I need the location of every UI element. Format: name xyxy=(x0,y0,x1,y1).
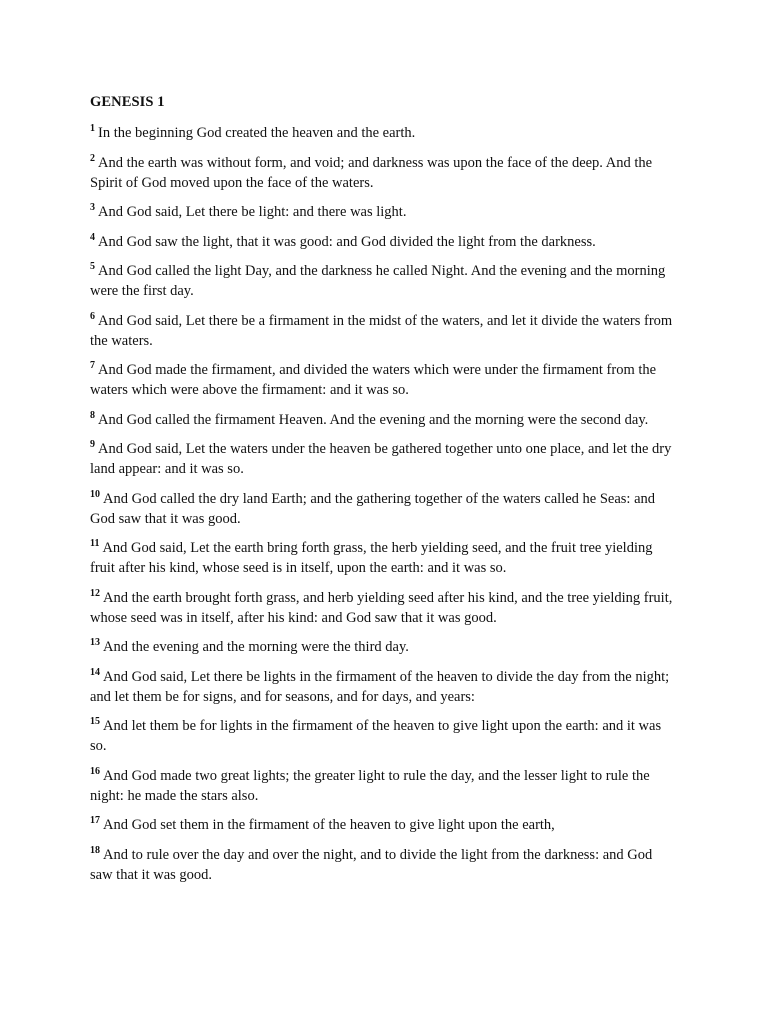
verse xyxy=(90,410,676,430)
verse-number: 12 xyxy=(90,587,100,599)
verse xyxy=(90,489,676,529)
verse-number: 7 xyxy=(90,360,95,372)
verse-text: And God said, Let there be lights in the firmament of the heaven to divide the day from the night; and let them be for signs, and for seasons, and for days, and years: xyxy=(90,668,670,705)
verse-text: And God said, Let the earth bring forth grass, the herb yielding seed, and the fruit tree yielding fruit after his kind, whose seed is in itself, upon the earth: and it was so. xyxy=(90,540,653,576)
verse-number: 2 xyxy=(90,152,95,164)
verse-number: 16 xyxy=(90,765,100,777)
verse-number: 8 xyxy=(90,409,95,421)
verse-number: 4 xyxy=(90,231,95,243)
verse-number: 3 xyxy=(90,202,95,214)
verse-number: 1 xyxy=(90,123,95,135)
verse-number: 11 xyxy=(90,538,100,550)
verse-text: And God made the firmament, and divided the waters which were under the firmament from the waters which were above the firmament: and it was so. xyxy=(90,362,657,398)
verse-text: And God made two great lights; the greater light to rule the day, and the lesser light to rule the night: he made the stars also. xyxy=(90,767,650,804)
verse xyxy=(90,439,676,479)
document-page xyxy=(90,93,676,894)
verse-number: 17 xyxy=(90,815,100,827)
verse xyxy=(90,815,676,835)
verse xyxy=(90,311,676,351)
verse xyxy=(90,716,676,756)
verse-text: And God said, Let the waters under the heaven be gathered together unto one place, and let the dry land appear: and it was so. xyxy=(90,441,672,477)
verse-number: 13 xyxy=(90,637,100,649)
verse-text: And let them be for lights in the firmament of the heaven to give light upon the earth: and it was so. xyxy=(90,718,662,754)
verse-text: And the earth was without form, and void; and darkness was upon the face of the deep. And the Spirit of God moved upon the face of the waters. xyxy=(90,154,653,191)
verse-text: In the beginning God created the heaven and the earth. xyxy=(98,125,416,141)
verse xyxy=(90,766,676,806)
verse-text: And God said, Let there be light: and there was light. xyxy=(98,204,407,220)
verse xyxy=(90,153,676,193)
verse-text: And God called the firmament Heaven. And the evening and the morning were the second day. xyxy=(98,411,649,428)
verse-number: 18 xyxy=(90,844,100,856)
verse xyxy=(90,232,676,252)
verse xyxy=(90,845,676,885)
verse-text: And God called the light Day, and the darkness he called Night. And the evening and the morning were the first day. xyxy=(90,263,666,299)
verse-number: 10 xyxy=(90,488,100,500)
verse-number: 6 xyxy=(90,310,95,322)
verse xyxy=(90,360,676,400)
verse-list xyxy=(90,123,676,885)
verse-number: 9 xyxy=(90,439,95,451)
verse xyxy=(90,588,676,628)
verse-text: And God said, Let there be a firmament in the midst of the waters, and let it divide the waters from the waters. xyxy=(90,312,673,349)
verse xyxy=(90,202,676,222)
verse xyxy=(90,538,676,578)
verse xyxy=(90,637,676,657)
verse-text: And to rule over the day and over the night, and to divide the light from the darkness: and God saw that it was good. xyxy=(90,846,653,883)
verse xyxy=(90,667,676,707)
verse-text: And the evening and the morning were the third day. xyxy=(103,639,409,655)
verse-number: 14 xyxy=(90,666,100,678)
verse-text: And God called the dry land Earth; and the gathering together of the waters called he Seas: and God saw that it was good. xyxy=(90,490,656,527)
verse xyxy=(90,123,676,143)
verse xyxy=(90,261,676,301)
verse-text: And the earth brought forth grass, and herb yielding seed after his kind, and the tree yielding fruit, whose seed was in itself, after his kind: and God saw that it was good. xyxy=(90,589,673,626)
verse-text: And God saw the light, that it was good: and God divided the light from the darkness. xyxy=(98,233,596,250)
verse-number: 5 xyxy=(90,261,95,273)
verse-number: 15 xyxy=(90,716,100,728)
verse-text: And God set them in the firmament of the heaven to give light upon the earth, xyxy=(103,817,555,833)
chapter-heading: GENESIS 1 xyxy=(90,94,165,110)
